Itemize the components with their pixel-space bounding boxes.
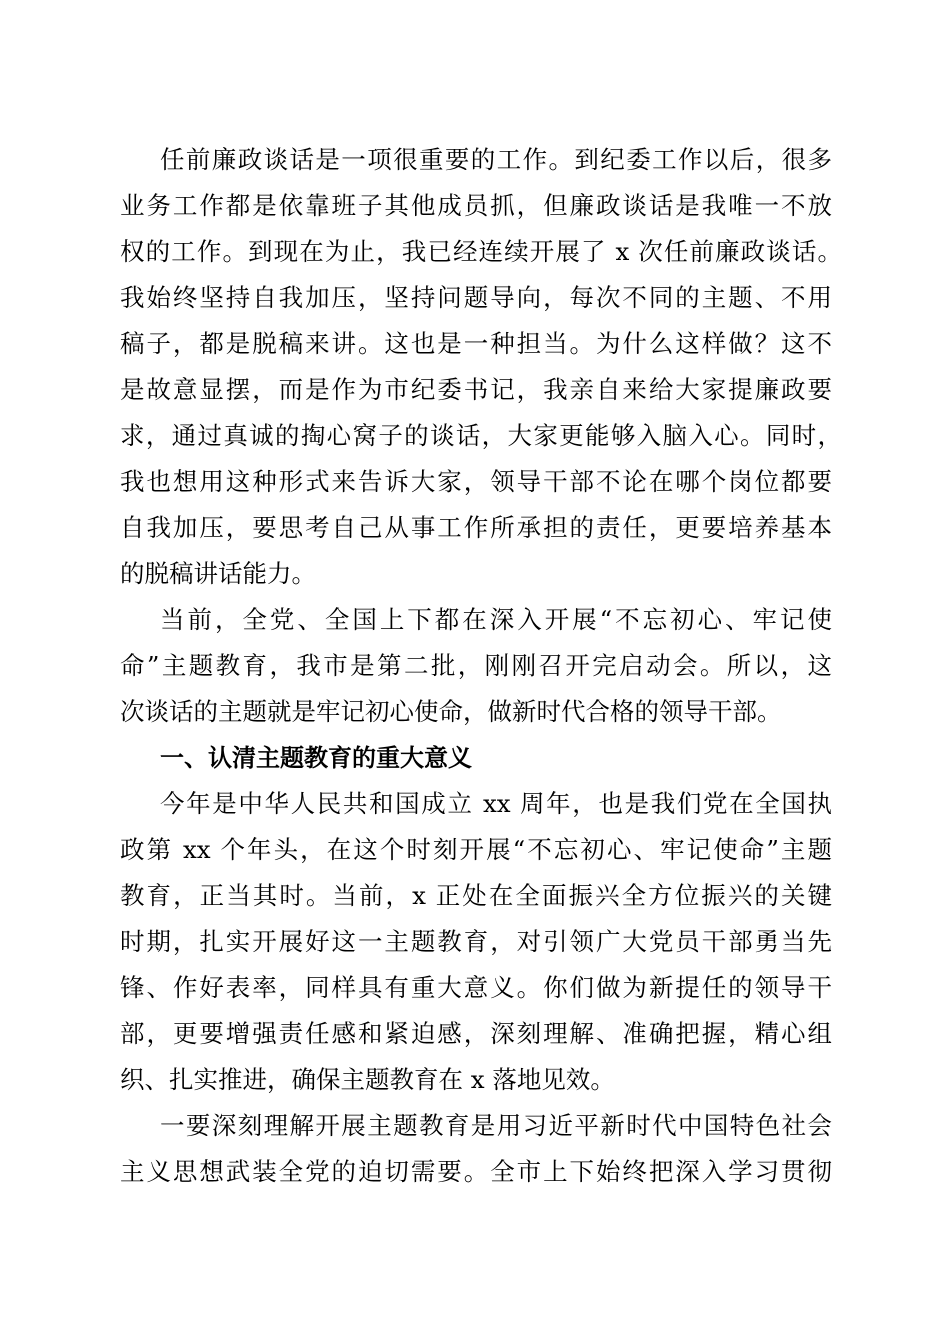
paragraph-1-line-9: 自我加压，要思考自己从事工作所承担的责任，更要培养基本 bbox=[120, 513, 832, 542]
paragraph-3-line-7: 织、扎实推进，确保主题教育在 x 落地见效。 bbox=[120, 1065, 615, 1094]
paragraph-2-line-2: 命”主题教育，我市是第二批，刚刚召开完启动会。所以，这 bbox=[120, 651, 832, 680]
paragraph-2-line-1: 当前，全党、全国上下都在深入开展“不忘初心、牢记使 bbox=[160, 605, 832, 634]
paragraph-4-line-2: 主义思想武装全党的迫切需要。全市上下始终把深入学习贯彻 bbox=[120, 1157, 832, 1186]
section-heading: 一、认清主题教育的重大意义 bbox=[160, 744, 472, 772]
paragraph-3-line-6: 部，更要增强责任感和紧迫感，深刻理解、准确把握，精心组 bbox=[120, 1019, 832, 1048]
paragraph-3-line-4: 时期，扎实开展好这一主题教育，对引领广大党员干部勇当先 bbox=[120, 927, 832, 956]
paragraph-1-line-3: 权的工作。到现在为止，我已经连续开展了 x 次任前廉政谈话。 bbox=[120, 237, 842, 266]
paragraph-1-line-2: 业务工作都是依靠班子其他成员抓，但廉政谈话是我唯一不放 bbox=[120, 191, 832, 220]
paragraph-1-line-10: 的脱稿讲话能力。 bbox=[120, 559, 316, 588]
paragraph-2-line-3: 次谈话的主题就是牢记初心使命，做新时代合格的领导干部。 bbox=[120, 697, 782, 726]
paragraph-3-line-3: 教育，正当其时。当前，x 正处在全面振兴全方位振兴的关键 bbox=[120, 881, 832, 910]
paragraph-3-line-1: 今年是中华人民共和国成立 xx 周年，也是我们党在全国执 bbox=[160, 789, 832, 818]
paragraph-3-line-5: 锋、作好表率，同样具有重大意义。你们做为新提任的领导干 bbox=[120, 973, 832, 1002]
paragraph-4-line-1: 一要深刻理解开展主题教育是用习近平新时代中国特色社会 bbox=[160, 1111, 832, 1140]
paragraph-1-line-1: 任前廉政谈话是一项很重要的工作。到纪委工作以后，很多 bbox=[160, 145, 832, 174]
paragraph-1-line-4: 我始终坚持自我加压，坚持问题导向，每次不同的主题、不用 bbox=[120, 283, 832, 312]
paragraph-1-line-6: 是故意显摆，而是作为市纪委书记，我亲自来给大家提廉政要 bbox=[120, 375, 832, 404]
paragraph-1-line-7: 求，通过真诚的掏心窝子的谈话，大家更能够入脑入心。同时， bbox=[120, 421, 842, 450]
paragraph-1-line-8: 我也想用这种形式来告诉大家，领导干部不论在哪个岗位都要 bbox=[120, 467, 832, 496]
paragraph-3-line-2: 政第 xx 个年头，在这个时刻开展“不忘初心、牢记使命”主题 bbox=[120, 835, 832, 864]
paragraph-1-line-5: 稿子，都是脱稿来讲。这也是一种担当。为什么这样做？这不 bbox=[120, 329, 832, 358]
